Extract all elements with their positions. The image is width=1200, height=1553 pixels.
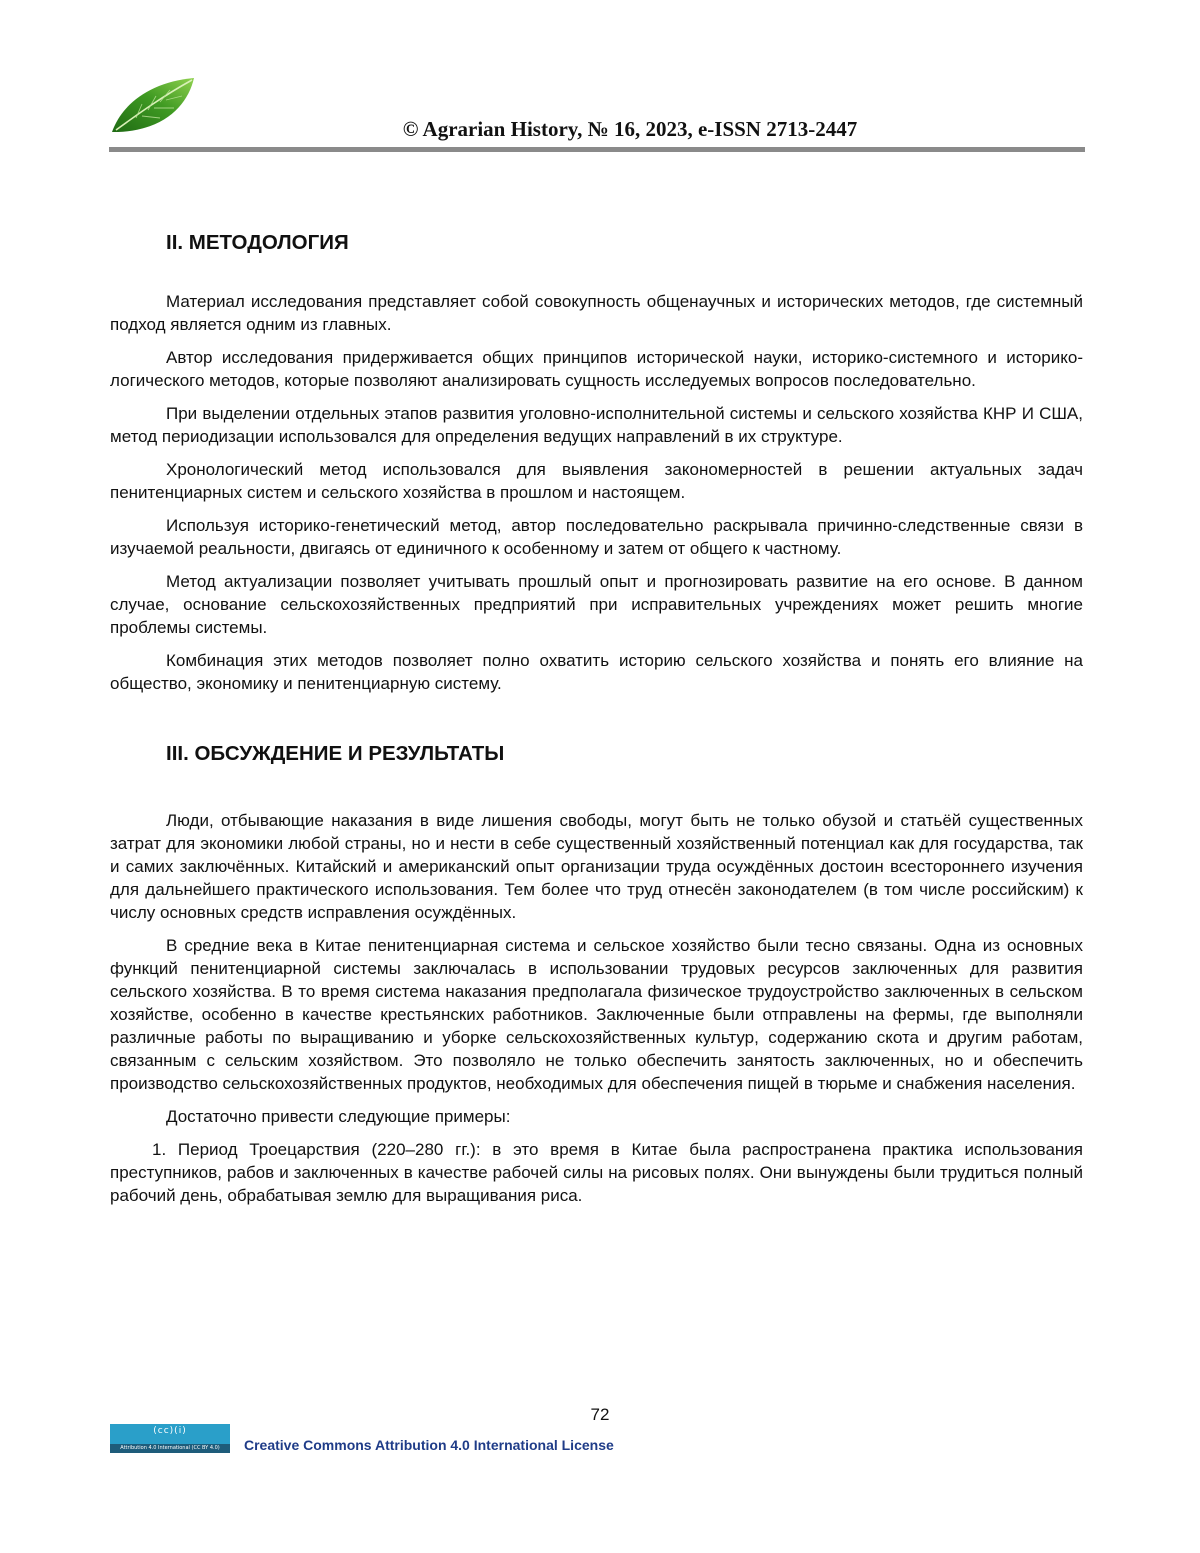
header-divider (109, 147, 1085, 152)
section-heading-discussion: III. ОБСУЖДЕНИЕ И РЕЗУЛЬТАТЫ (166, 742, 505, 765)
leaf-icon (108, 74, 200, 136)
paragraph: Хронологический метод использовался для выявления закономерностей в решении актуальных задач пенитенциарных систем и сельского хозяйства в прошлом и настоящем. (110, 460, 1083, 502)
paragraph: Автор исследования придерживается общих принципов исторической науки, историко-системного и историко-логического методов, которые позволяют анализировать сущность исследуемых вопросов последовательно. (110, 348, 1083, 390)
cc-by-license-icon[interactable] (110, 1424, 230, 1453)
page-number: 72 (590, 1405, 610, 1424)
journal-title: © Agrarian History, № 16, 2023, e-ISSN 2713-2447 (402, 117, 858, 141)
section-heading-methodology: II. МЕТОДОЛОГИЯ (166, 231, 349, 254)
paragraph: Достаточно привести следующие примеры: (166, 1107, 511, 1126)
methodology-section (110, 290, 1083, 695)
paragraph: В средние века в Китае пенитенциарная система и сельское хозяйство были тесно связаны. Одна из основных функций пенитенциарной системы заключалась в использовании трудовых ресурсов заключенных для развития сельского хозяйства. В то время система наказания предполагала физическое трудоустройство заключенных в сельском хозяйстве, особенно в качестве крестьянских работников. Заключенные были отправлены на фермы, где выполняли различные работы по выращиванию и уборке сельскохозяйственных культур, содержанию скота и другим работам, связанным с сельским хозяйством. Это позволяло не только обеспечить занятость заключенных, но и обеспечить производство сельскохозяйственных продуктов, необходимых для обеспечения пищей в тюрьме и снабжения населения. (110, 936, 1083, 1093)
article-body (110, 230, 1083, 1217)
cc-symbols: (cc)(i) (153, 1426, 187, 1436)
paragraph: Люди, отбывающие наказания в виде лишения свободы, могут быть не только обузой и статьёй существенных затрат для экономики любой страны, но и нести в себе существенный хозяйственный потенциал как для государства, так и самих заключённых. Китайский и американский опыт организации труда осуждённых достоин всестороннего изучения для дальнейшего практического использования. Тем более что труд отнесён законодателем (в том числе российским) к числу основных средств исправления осуждённых. (110, 811, 1083, 922)
paragraph: Метод актуализации позволяет учитывать прошлый опыт и прогнозировать развитие на его основе. В данном случае, основание сельскохозяйственных предприятий при исправительных учреждениях может решить многие проблемы системы. (110, 572, 1083, 637)
license-link[interactable]: Creative Commons Attribution 4.0 International License (244, 1437, 614, 1453)
discussion-section (110, 741, 1083, 1207)
paragraph: Комбинация этих методов позволяет полно охватить историю сельского хозяйства и понять его влияние на общество, экономику и пенитенциарную систему. (110, 651, 1083, 693)
list-item: 1. Период Троецарствия (220–280 гг.): в это время в Китае была распространена практика использования преступников, рабов и заключенных в качестве рабочей силы на рисовых полях. Они вынуждены были трудиться полный рабочий день, обрабатывая землю для выращивания риса. (110, 1140, 1083, 1205)
cc-badge-caption: Attribution 4.0 International (CC BY 4.0) (110, 1444, 230, 1453)
paragraph: При выделении отдельных этапов развития уголовно-исполнительной системы и сельского хозяйства КНР И США, метод периодизации использовался для определения ведущих направлений в их структуре. (110, 404, 1083, 446)
paragraph: Используя историко-генетический метод, автор последовательно раскрывала причинно-следственные связи в изучаемой реальности, двигаясь от единичного к особенному и затем от общего к частному. (110, 516, 1083, 558)
paragraph: Материал исследования представляет собой совокупность общенаучных и исторических методов, где системный подход является одним из главных. (110, 292, 1083, 334)
